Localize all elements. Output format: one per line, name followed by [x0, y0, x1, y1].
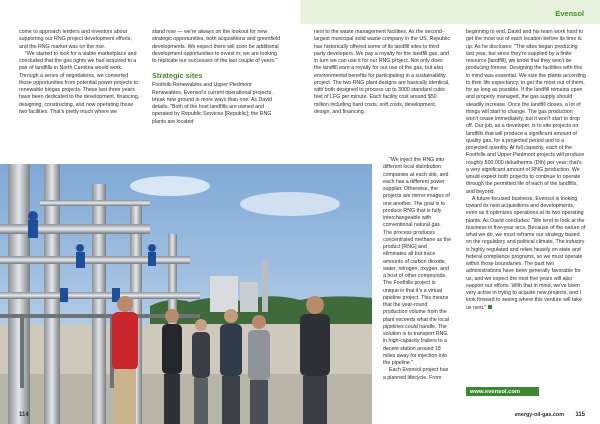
paragraph: "We inject the RNG into different local distribution companies at each site, and each has a different power supplier. Otherwise, the projects are mirror images of one another. The goal is to produce RNG that is fully interchangeable with conventional natural gas. The process produces concentrated methane as the product [RNG] and eliminates all but trace amounts of carbon dioxide, water, nitrogen, oxygen, and a host of other compounds. The Foothills project is unique in that it's a virtual pipeline project. This means that the year-round production volume from the plant exceeds what the local pipelines could handle. The solution is to transport RNG in high-capacity trailers to a decent station around 18 miles away for injection into the pipeline.": [383, 157, 452, 366]
section-heading: Strategic sites: [152, 71, 203, 81]
brand-name: Evensol: [555, 9, 584, 18]
column-3-narrow: [383, 157, 451, 382]
column-1: [19, 29, 141, 116]
page-number-left: 114: [19, 412, 29, 418]
page-number-right: 115: [575, 412, 585, 418]
paragraph: Foothills Renewables and Upper Piedmont Renewables, Evensol's current operational projects, break new ground in more ways than one. As David details: "Both of the host landfills are owned and operated by Republic Services [Republic]; the RNG plants are located: [152, 82, 273, 125]
column-2: [152, 29, 282, 126]
paragraph: beginning to end, David and his team work hard to get the most out of each location before its time is up. As he discloses: "The sites began producing last year, but since they're supplied by a finite resource [landfill], we know that they won't be producing forever. Designing the facilities with this in mind was essential. We size the plants according to their life expectancy, to get the most out of them, for as long as possible. If the landfill remains open and properly managed, the gas supply should steadily increase. Once the landfill closes, a lot of things will start to change. The gas production won't cease immediately, but it won't start to drop off. Our job, as a developer, is to site projects on landfills that will produce a significant amount of quality gas, for a projected period and to a projected quantity. At full capacity, each of the Foothills and Upper Piedmont projects will produce roughly 500,000 dekatherms (Dth) per year; that's a very significant amount of RNG production. We would expect both projects to continue to operate through the permitted life of each of the landfills, and beyond.: [466, 29, 586, 195]
paragraph: [466, 196, 586, 312]
column-4: [466, 29, 586, 312]
footer-site: energy-oil-gas.com: [514, 412, 564, 418]
paragraph: next to the waste management facilities. As the second-largest municipal solid waste company in the US, Republic has historically offered some of its landfill sites to third party developers. We pay a royalty for the landfill gas, and in turn we can use it for our RNG project. Not only does the landfill earn a royalty for our use of the gas, but also environmental benefits for participating in a sustainability project. The two RNG plant designs are basically identical, with both designed to process up to 3000 standard cubic feet of LFG per minute. Each facility cost around $50 million including hard costs, soft costs, development, design, and financing.: [314, 29, 450, 115]
paragraph: stand now — we're always on the lookout for new strategic opportunities, both acquisitions and greenfield developments. We expect there will soon be additional development opportunities to invest in; we are looking to replicate our successes of the last couple of years.": [152, 29, 281, 64]
paragraph-text: A future-focused business, Evensol is looking toward its next acquisitions and developments, even as it optimizes operations at its two operating plants. As David concludes: "We tend to look at the business in five-year arcs. Because of the nature of what we do, we must reframe our strategy based on the regulatory and political climate. The industry is highly regulated and relies heavily on state and federal compliance programs, so we must operate within those boundaries. The past two administrations have been generally favorable for us, and we expect the next five years will also support our efforts. With that in mind, we've been very active in trying to acquire new projects, and I look forward to seeing where this venture will take us next.": [466, 195, 586, 311]
plant-photo: [0, 164, 372, 424]
end-mark-icon: [488, 305, 492, 309]
paragraph: "We started to look for a viable marketplace and concluded that the gas rights we had acquired to a pair of landfills in North Carolina would work. Through a series of negotiations, we converted those opportunities from potential power projects to renewable biogas projects. These last three years have been dedicated to the development, financing, designing, constructing, and now operating those two facilities. That's pretty much where we: [19, 50, 140, 115]
paragraph: come to approach lenders and investors about supporting our RNG project development efforts, and the RNG market was on the rise.: [19, 29, 132, 50]
website-link-box[interactable]: [466, 387, 539, 396]
column-3: [314, 29, 451, 116]
website-link[interactable]: www.evensol.com: [470, 388, 521, 395]
paragraph: Each Evensol project has a planned lifecycle. From: [383, 367, 449, 381]
